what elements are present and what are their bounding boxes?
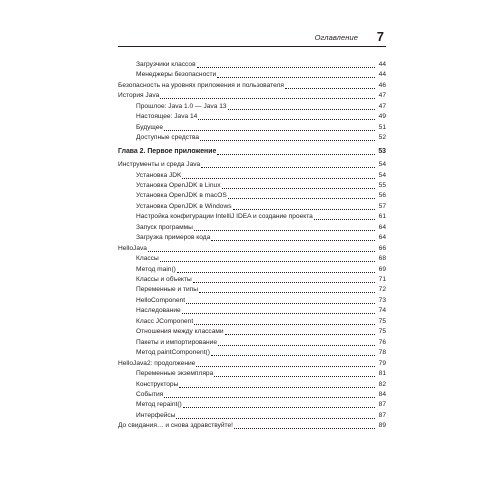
toc-entry xyxy=(118,201,386,211)
toc-entry-title: Загрузка примеров кода xyxy=(136,234,211,242)
dot-leader xyxy=(211,239,375,241)
toc-entry-page: 51 xyxy=(378,123,386,131)
toc-entry xyxy=(118,399,386,409)
dot-leader xyxy=(193,281,375,283)
toc-entry xyxy=(118,111,386,121)
toc-entry-page: 53 xyxy=(378,147,386,155)
dot-leader xyxy=(182,177,375,179)
dot-leader xyxy=(314,218,375,220)
toc-entry-page: 61 xyxy=(378,213,386,221)
dot-leader xyxy=(183,406,375,408)
toc-entry-title: Безопасность на уровнях приложения и пользователя xyxy=(118,81,284,89)
toc-entry-page: 69 xyxy=(378,265,386,273)
toc-entry xyxy=(118,90,386,100)
toc-entry-title: Установка OpenJDK в macOS xyxy=(136,192,227,200)
dot-leader xyxy=(211,354,375,356)
toc-entry-page: 68 xyxy=(378,255,386,263)
dot-leader xyxy=(164,129,375,131)
toc-entry-title: HelloComponent xyxy=(136,296,186,304)
dot-leader xyxy=(225,333,375,335)
toc-entry-page: 54 xyxy=(378,171,386,179)
toc-entry-page: 87 xyxy=(378,401,386,409)
toc-entry xyxy=(118,284,386,294)
dot-leader xyxy=(198,118,375,120)
toc-entry xyxy=(118,132,386,142)
toc-entry-title: История Java xyxy=(118,92,160,100)
toc-entry xyxy=(118,379,386,389)
dot-leader xyxy=(217,76,375,78)
toc-entry-page: 56 xyxy=(378,192,386,200)
toc-entry xyxy=(118,170,386,180)
toc-entry xyxy=(118,358,386,368)
running-header xyxy=(118,29,386,47)
toc-entry-page: 44 xyxy=(378,61,386,68)
toc-entry xyxy=(118,232,386,242)
dot-leader xyxy=(201,166,375,168)
toc-entry-title: Метод paintComponent() xyxy=(136,349,210,357)
toc-entry xyxy=(118,211,386,221)
toc-entry-page: 74 xyxy=(378,307,386,315)
toc-entry-page: 52 xyxy=(378,134,386,142)
toc-entry-title: Запуск программы xyxy=(136,223,193,231)
toc-entry-title: Метод main() xyxy=(136,265,176,273)
toc-entry-title: HelloJava2: продолжение xyxy=(118,359,196,367)
running-header-title: Оглавление xyxy=(314,33,358,42)
dot-leader xyxy=(164,396,375,398)
toc-entry-page: 81 xyxy=(378,370,386,378)
toc-entry-title: Будущее xyxy=(136,123,164,131)
toc-entry xyxy=(118,274,386,284)
dot-leader xyxy=(176,417,375,419)
toc-entry xyxy=(118,316,386,326)
toc-entry xyxy=(118,101,386,111)
dot-leader xyxy=(182,312,375,314)
toc-entry-title: Инструменты и среда Java xyxy=(118,161,201,169)
dot-leader xyxy=(196,365,375,367)
toc-entry-page: 55 xyxy=(378,181,386,189)
toc-entry-title: Установка OpenJDK в Linux xyxy=(136,181,221,189)
dot-leader xyxy=(179,386,375,388)
toc-entry-page: 47 xyxy=(378,102,386,110)
toc-entry xyxy=(118,243,386,253)
dot-leader xyxy=(197,66,375,68)
toc-entry-page: 44 xyxy=(378,71,386,79)
toc-entry xyxy=(118,69,386,79)
dot-leader xyxy=(214,375,375,377)
toc-entry-title: Пакеты и импортирование xyxy=(136,338,218,346)
toc-entry xyxy=(118,368,386,378)
toc-entry-page: 54 xyxy=(378,161,386,169)
toc-entry-title: Классы xyxy=(136,255,159,263)
toc-entry-page: 79 xyxy=(378,359,386,367)
toc-entry-title: Настройка конфигурации IntelliJ IDEA и создание проекта xyxy=(136,213,313,221)
dot-leader xyxy=(234,427,375,429)
dot-leader xyxy=(160,97,375,99)
toc-entry-title: Настоящее: Java 14 xyxy=(136,113,198,121)
toc-entry-title: Глава 2. Первое приложение xyxy=(118,147,217,155)
toc-entry xyxy=(118,295,386,305)
toc-entry xyxy=(118,253,386,263)
toc-entry xyxy=(118,222,386,232)
dot-leader xyxy=(148,250,375,252)
toc-entry xyxy=(118,410,386,420)
dot-leader xyxy=(177,271,375,273)
dot-leader xyxy=(194,229,375,231)
page-number: 7 xyxy=(376,29,384,44)
toc-entry-page: 75 xyxy=(378,317,386,325)
toc-entry-title: До свидания… и снова здравствуйте! xyxy=(118,422,233,430)
toc-entry xyxy=(118,347,386,357)
toc-entry-page: 66 xyxy=(378,244,386,252)
toc-entry-page: 89 xyxy=(378,422,386,430)
toc-entry xyxy=(118,159,386,169)
toc-entry xyxy=(118,264,386,274)
toc-entry-page: 46 xyxy=(378,81,386,89)
toc-entry-page: 76 xyxy=(378,338,386,346)
toc-entry-title: Наследование xyxy=(136,307,181,315)
toc-entry-title: Установка JDK xyxy=(136,171,182,179)
toc-entry-title: HelloJava xyxy=(118,244,147,252)
dot-leader xyxy=(222,187,375,189)
toc-entry-page: 87 xyxy=(378,411,386,419)
dot-leader xyxy=(233,208,376,210)
toc-entry-page: 82 xyxy=(378,380,386,388)
dot-leader xyxy=(228,197,375,199)
dot-leader xyxy=(285,87,375,89)
toc-entry-title: Конструкторы xyxy=(136,380,179,388)
toc-entry xyxy=(118,337,386,347)
toc-entry-title: Загрузчики классов xyxy=(136,61,196,68)
dot-leader xyxy=(228,108,375,110)
toc-entry-page: 84 xyxy=(378,390,386,398)
toc-entry-page: 64 xyxy=(378,223,386,231)
toc-entry-page: 71 xyxy=(378,276,386,283)
toc-entry xyxy=(118,122,386,132)
toc-entry xyxy=(118,305,386,315)
toc-entry xyxy=(118,59,386,69)
toc-entry-page: 78 xyxy=(378,349,386,357)
toc-entry xyxy=(118,326,386,336)
toc-entry-title: Доступные средства xyxy=(136,134,200,142)
dot-leader xyxy=(194,323,375,325)
toc-entry-page: 47 xyxy=(378,92,386,100)
toc-entry-page: 75 xyxy=(378,328,386,336)
toc-entry-title: Установка OpenJDK в Windows xyxy=(136,202,232,210)
toc-entry-title: Переменные экземпляра xyxy=(136,370,214,378)
toc-entry xyxy=(118,180,386,190)
toc-entry xyxy=(118,389,386,399)
toc-entry xyxy=(118,80,386,90)
toc-entry-title: Прошлое: Java 1.0 — Java 13 xyxy=(136,102,227,110)
dot-leader xyxy=(217,153,375,155)
toc-entry-page: 57 xyxy=(378,202,386,210)
toc-entry-page: 64 xyxy=(378,234,386,242)
toc-chapter-entry xyxy=(118,146,386,156)
dot-leader xyxy=(199,291,375,293)
toc-entry-title: Классы и объекты xyxy=(136,276,192,283)
toc-entry-title: События xyxy=(136,390,164,398)
toc-entry-title: Переменные и типы xyxy=(136,286,198,294)
toc-entry-page: 49 xyxy=(378,113,386,121)
dot-leader xyxy=(186,302,375,304)
toc-entry-title: Менеджеры безопасности xyxy=(136,71,217,79)
toc-entry-title: Отношения между классами xyxy=(136,328,224,336)
toc-entry-page: 73 xyxy=(378,296,386,304)
toc-entry xyxy=(118,420,386,430)
toc-entry-title: Интерфейсы xyxy=(136,411,176,419)
toc-entry xyxy=(118,190,386,200)
dot-leader xyxy=(218,344,375,346)
toc-entry-title: Класс JComponent xyxy=(136,317,194,325)
toc-entry-page: 72 xyxy=(378,286,386,294)
dot-leader xyxy=(200,139,375,141)
dot-leader xyxy=(160,260,375,262)
toc-entry-title: Метод repaint() xyxy=(136,401,182,409)
